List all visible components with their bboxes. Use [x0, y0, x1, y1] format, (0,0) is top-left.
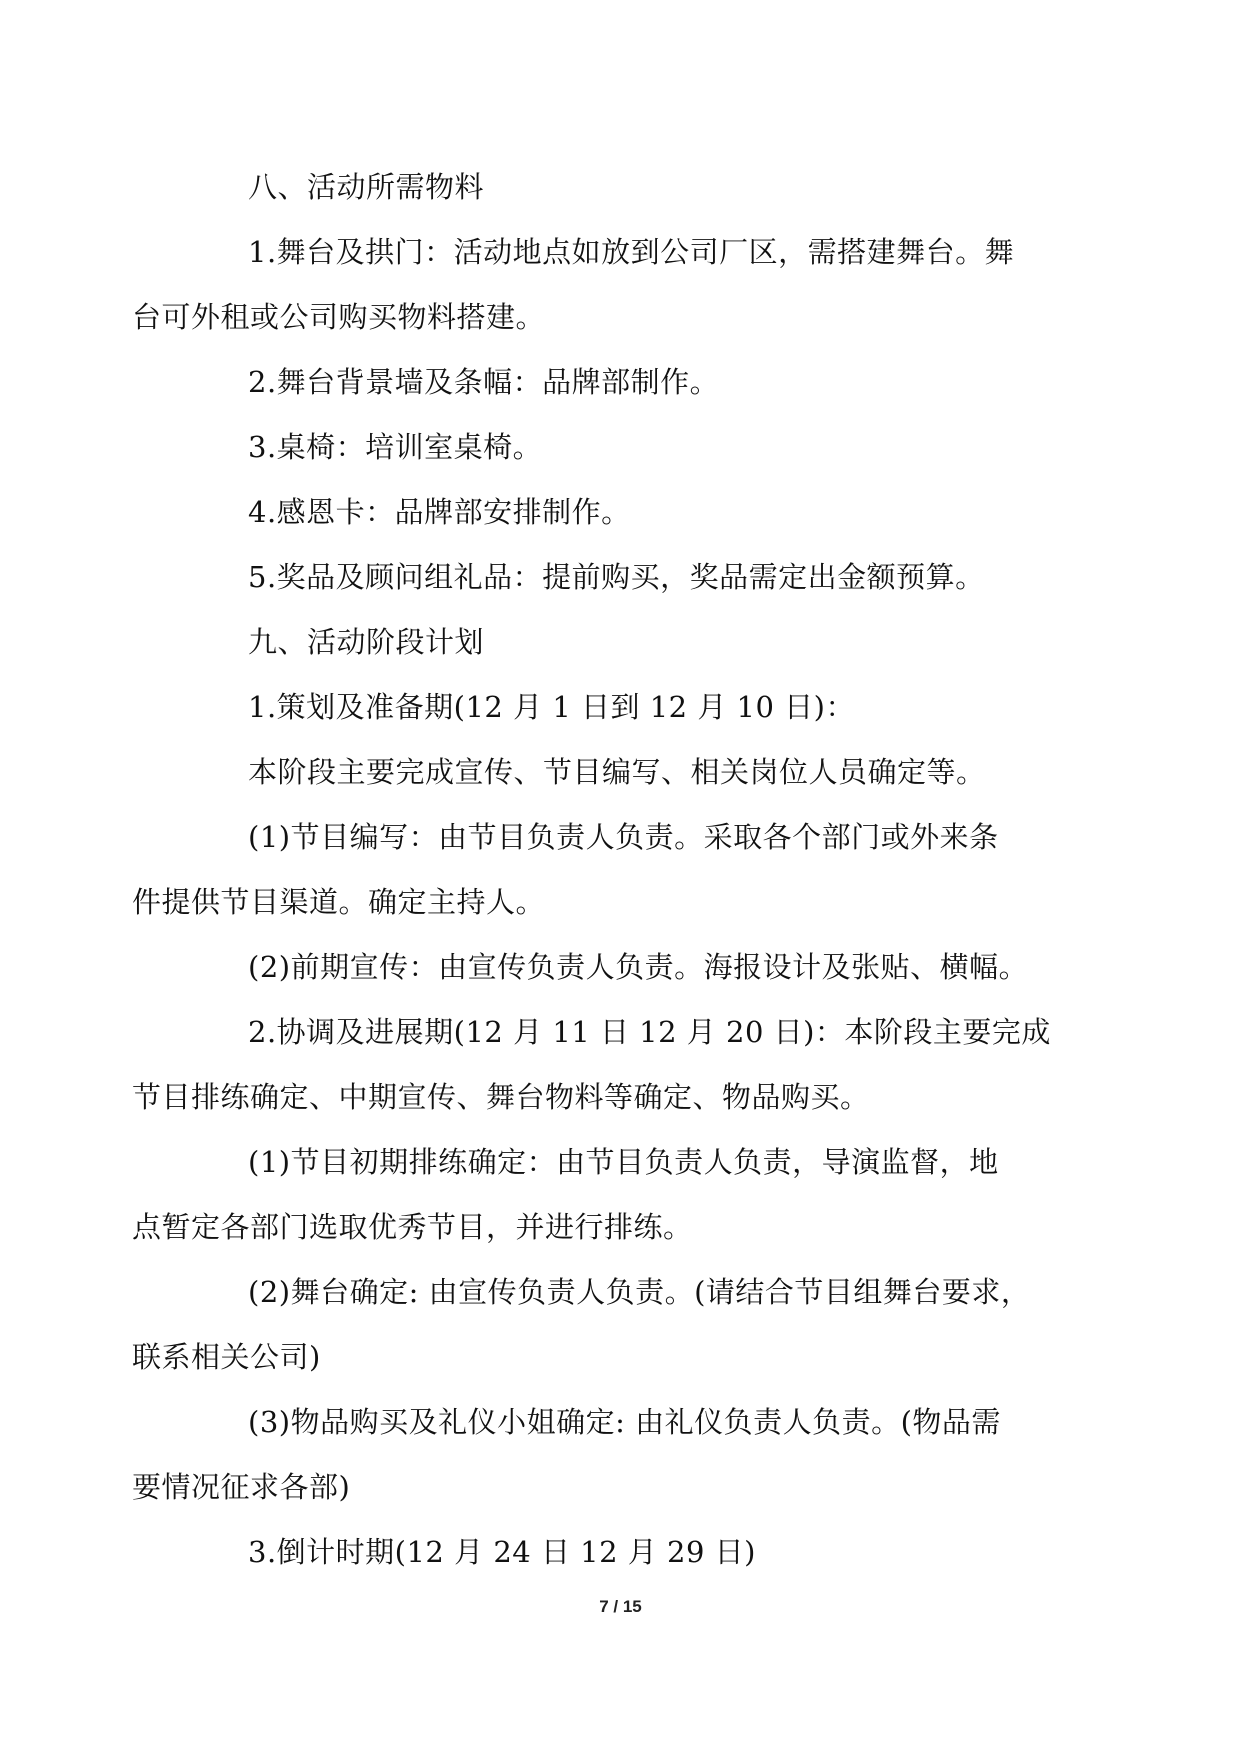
paragraph-line: 八、活动所需物料 — [248, 170, 485, 204]
paragraph-line: (3)物品购买及礼仪小姐确定: 由礼仪负责人负责。(物品需 — [248, 1405, 1001, 1439]
paragraph — [190, 675, 1070, 740]
paragraph — [132, 1390, 1070, 1520]
paragraph-line: 3.倒计时期(12 月 24 日 12 月 29 日) — [248, 1535, 756, 1569]
paragraph — [132, 1260, 1070, 1390]
paragraph-line: 本阶段主要完成宣传、节目编写、相关岗位人员确定等。 — [248, 755, 986, 789]
paragraph-line: 台可外租或公司购买物料搭建。 — [132, 300, 546, 334]
paragraph-line: 联系相关公司) — [132, 1340, 321, 1374]
paragraph-line: 4.感恩卡：品牌部安排制作。 — [248, 495, 631, 529]
paragraph-line: (1)节目编写：由节目负责人负责。采取各个部门或外来条 — [248, 820, 999, 854]
paragraph-line: 1.舞台及拱门：活动地点如放到公司厂区，需搭建舞台。舞 — [248, 235, 1015, 269]
paragraph-line: (2)前期宣传：由宣传负责人负责。海报设计及张贴、横幅。 — [248, 950, 1029, 984]
paragraph — [190, 350, 1070, 415]
paragraph-line: 要情况征求各部) — [132, 1470, 351, 1504]
paragraph-line: 3.桌椅：培训室桌椅。 — [248, 430, 543, 464]
paragraph — [190, 740, 1070, 805]
paragraph — [190, 610, 1070, 675]
paragraph — [190, 480, 1070, 545]
paragraph — [132, 1000, 1070, 1130]
paragraph-line: 1.策划及准备期(12 月 1 日到 12 月 10 日)： — [248, 690, 855, 724]
paragraph — [132, 805, 1070, 935]
paragraph — [132, 1130, 1070, 1260]
paragraph — [190, 1520, 1070, 1585]
paragraph-line: 2.舞台背景墙及条幅：品牌部制作。 — [248, 365, 720, 399]
page-number: 7 / 15 — [599, 1597, 642, 1616]
paragraph — [190, 545, 1070, 610]
paragraph-line: 5.奖品及顾问组礼品：提前购买，奖品需定出金额预算。 — [248, 560, 985, 594]
paragraph — [190, 155, 1070, 220]
document-body — [132, 155, 1070, 1585]
paragraph-line: 点暂定各部门选取优秀节目，并进行排练。 — [132, 1210, 693, 1244]
paragraph-line: 件提供节目渠道。确定主持人。 — [132, 885, 546, 919]
paragraph-line: 2.协调及进展期(12 月 11 日 12 月 20 日)：本阶段主要完成 — [248, 1015, 1051, 1049]
paragraph — [132, 220, 1070, 350]
paragraph-line: 九、活动阶段计划 — [248, 625, 485, 659]
paragraph-line: 节目排练确定、中期宣传、舞台物料等确定、物品购买。 — [132, 1080, 870, 1114]
paragraph — [190, 415, 1070, 480]
paragraph — [190, 935, 1070, 1000]
paragraph-line: (1)节目初期排练确定：由节目负责人负责，导演监督，地 — [248, 1145, 999, 1179]
paragraph-line: (2)舞台确定: 由宣传负责人负责。(请结合节目组舞台要求， — [248, 1275, 1031, 1309]
